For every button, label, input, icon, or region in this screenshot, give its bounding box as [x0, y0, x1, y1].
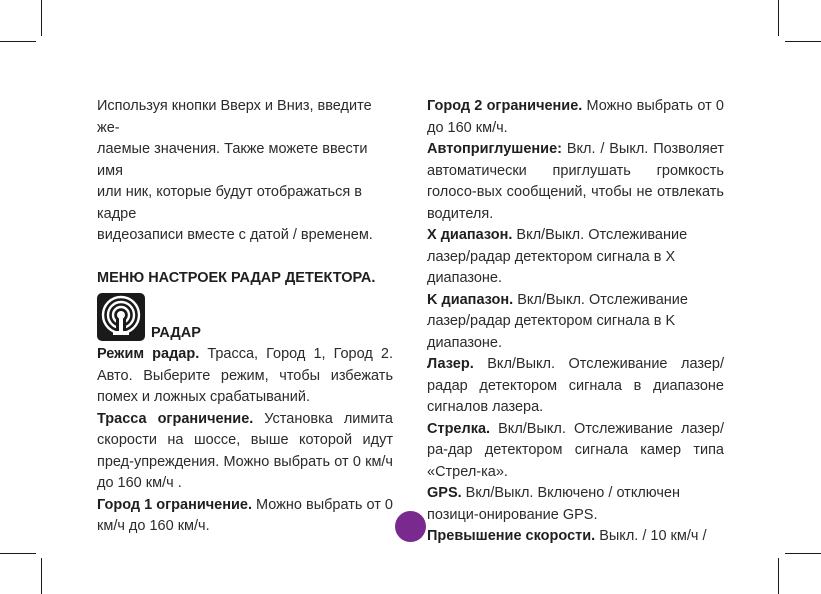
radar-section-header	[97, 293, 393, 341]
radar-icon	[97, 293, 145, 341]
setting-entry: X диапазон. Вкл/Выкл. Отслеживание лазер/радар детектором сигнала в X диапазоне.	[427, 227, 688, 286]
setting-entry: Режим радар. Трасса, Город 1, Город 2. Авто. Выберите режим, чтобы избежать помех и ложных срабатываний.	[97, 346, 393, 405]
crop-mark	[0, 553, 36, 554]
page-marker-dot	[395, 511, 426, 542]
crop-mark	[0, 41, 36, 42]
crop-mark	[785, 553, 821, 554]
crop-mark	[778, 0, 779, 36]
setting-entry: Превышение скорости. Выкл. / 10 км/ч /	[427, 528, 707, 544]
setting-entry: Стрелка. Вкл/Выкл. Отслеживание лазер/ра-дар детектором сигнала камер типа «Стрел-ка».	[427, 420, 724, 480]
intro-paragraph: Используя кнопки Вверх и Вниз, введите же- лаемые значения. Также можете ввести имя или ник, которые будут отображаться в кадре видеозаписи вместе с датой / временем.	[97, 98, 373, 243]
menu-heading: МЕНЮ НАСТРОЕК РАДАР ДЕТЕКТОРА.	[97, 269, 376, 286]
setting-entry: Лазер. Вкл/Выкл. Отслеживание лазер/радар детектором сигнала в диапазоне сигналов лазера.	[427, 356, 724, 415]
setting-entry: Город 1 ограничение. Можно выбрать от 0 км/ч до 160 км/ч.	[97, 496, 393, 534]
crop-mark	[785, 41, 821, 42]
section-label: РАДАР	[151, 325, 201, 341]
left-column	[97, 96, 393, 538]
crop-mark	[778, 558, 779, 594]
setting-entry: Автоприглушение: Вкл. / Выкл. Позволяет автоматически приглушать громкость голосо-вых сообщений, чтобы не отвлекать водителя.	[427, 141, 724, 222]
setting-entry: K диапазон. Вкл/Выкл. Отслеживание лазер/радар детектором сигнала в K диапазоне.	[427, 291, 688, 351]
setting-entry: GPS. Вкл/Выкл. Включено / отключен позици-онирование GPS.	[427, 485, 680, 523]
setting-entry: Трасса ограничение. Установка лимита скорости на шоссе, выше которой идут пред-упреждения. Можно выбрать от 0 км/ч до 160 км/ч .	[97, 410, 393, 491]
setting-entry: Город 2 ограничение. Можно выбрать от 0 до 160 км/ч.	[427, 98, 724, 136]
crop-mark	[41, 558, 42, 594]
crop-mark	[41, 0, 42, 36]
right-column	[427, 96, 724, 548]
